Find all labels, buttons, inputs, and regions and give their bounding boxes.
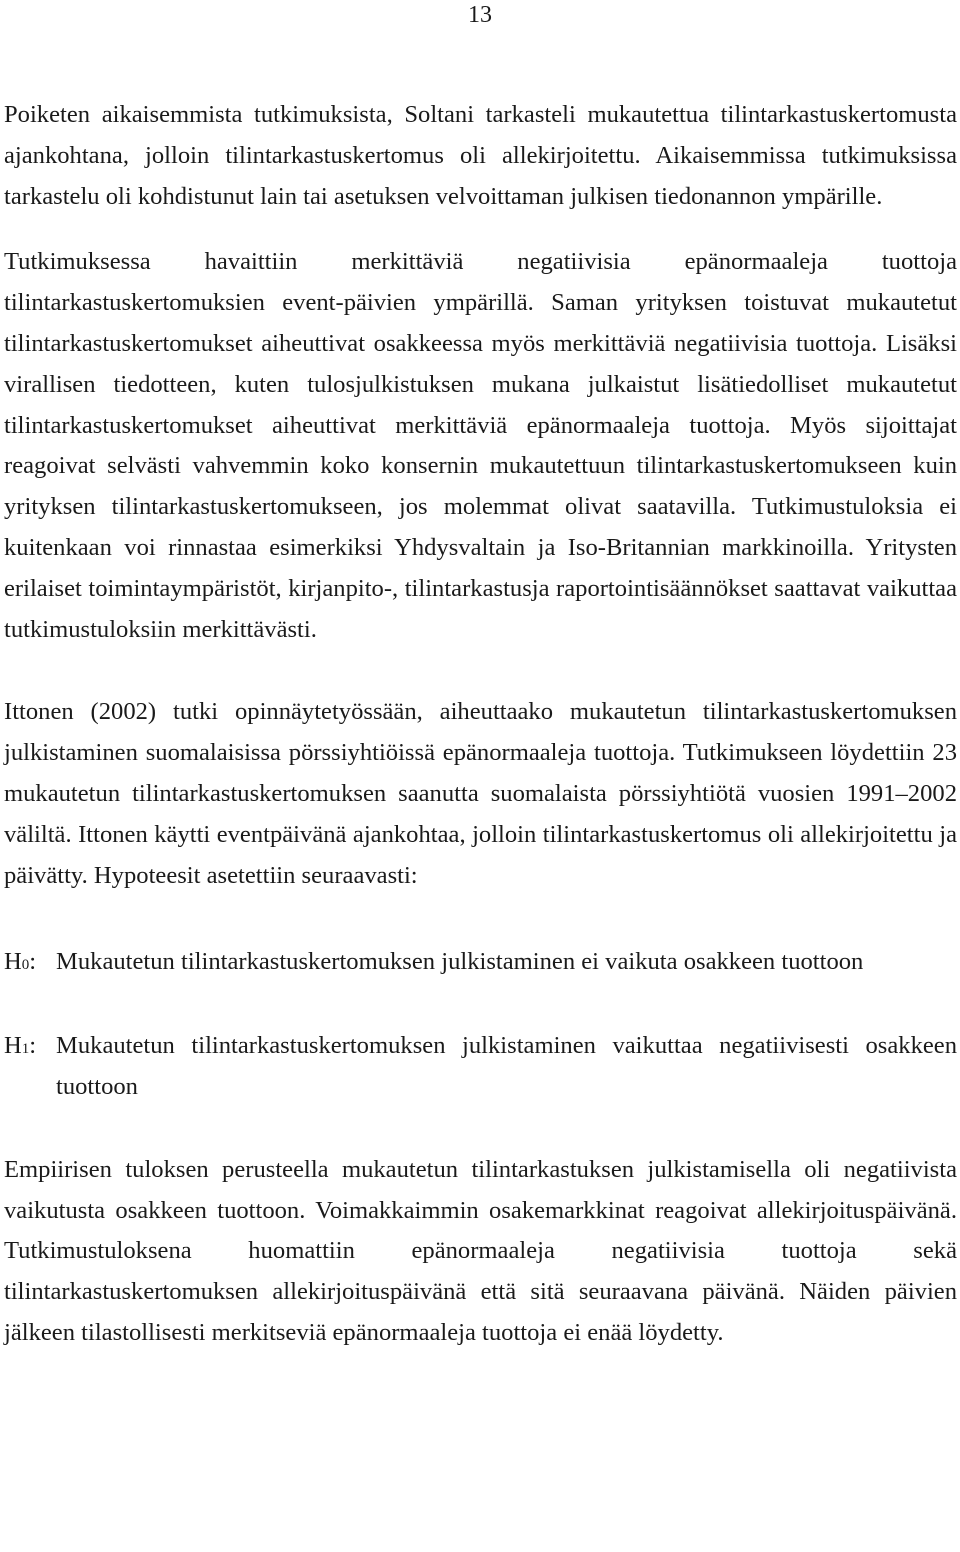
document-body — [4, 95, 957, 1354]
hypothesis-text: Mukautetun tilintarkastuskertomuksen julkistaminen vaikuttaa negatiivisesti osakkeen tuottoon — [56, 1032, 957, 1100]
hypothesis-label: H1: — [4, 1032, 37, 1060]
hypothesis-h0 — [4, 942, 957, 986]
hypothesis-label: H0: — [4, 948, 37, 976]
paragraph-ittonen: Ittonen (2002) tutki opinnäytetyössään, aiheuttaako mukautetun tilintarkastuskertomuksen julkistaminen suomalaisissa pörssiyhtiöissä epänormaaleja tuottoja. Tutkimukseen löydettiin 23 mukautetun tilintarkastuskertomuksen saanutta suomalaista pörssiyhtiötä vuosien 1991–2002 väliltä. Ittonen käytti eventpäivänä ajankohtaa, jolloin tilintarkastuskertomus oli allekirjoitettu ja päivätty. Hypoteesit asetettiin seuraavasti: — [4, 698, 957, 889]
paragraph-findings: Tutkimuksessa havaittiin merkittäviä negatiivisia epänormaaleja tuottoja tilintarkastuskertomuksien event-päivien ympärillä. Saman yrityksen toistuvat mukautetut tilintarkastuskertomukset aiheuttivat osakkeessa myös merkittäviä negatiivisia tuottoja. Lisäksi virallisen tiedotteen, kuten tulosjulkistuksen mukana julkaistut lisätiedolliset mukautetut tilintarkastuskertomukset aiheuttivat merkittäviä epänormaaleja tuottoja. Myös sijoittajat reagoivat selvästi vahvemmin koko konsernin mukautettuun tilintarkastuskertomukseen kuin yrityksen tilintarkastuskertomukseen, jos molemmat olivat saatavilla. Tutkimustuloksia ei kuitenkaan voi rinnastaa esimerkiksi Yhdysvaltain ja Iso-Britannian markkinoilla. Yritysten erilaiset toimintaympäristöt, kirjanpito-, tilintarkastusja raportointisäännökset saattavat vaikuttaa tutkimustuloksiin merkittävästi. — [4, 248, 957, 643]
paragraph-conclusion: Empiirisen tuloksen perusteella mukautetun tilintarkastuksen julkistamisella oli negatiivista vaikutusta osakkeen tuottoon. Voimakkaimmin osakemarkkinat reagoivat allekirjoituspäivänä. Tutkimustuloksena huomattiin epänormaaleja negatiivisia tuottoja sekä tilintarkastuskertomuksen allekirjoituspäivänä että sitä seuraavana päivänä. Näiden päivien jälkeen tilastollisesti merkitseviä epänormaaleja tuottoja ei enää löydetty. — [4, 1155, 957, 1346]
hypothesis-text: Mukautetun tilintarkastuskertomuksen julkistaminen ei vaikuta osakkeen tuottoon — [56, 948, 864, 976]
paragraph-soltani: Poiketen aikaisemmista tutkimuksista, Soltani tarkasteli mukautettua tilintarkastuskertomusta ajankohtana, jolloin tilintarkastuskertomus oli allekirjoitettu. Aikaisemmissa tutkimuksissa tarkastelu oli kohdistunut lain tai asetuksen velvoittaman julkisen tiedonannon ympärille. — [4, 101, 957, 210]
page-number: 13 — [468, 2, 492, 28]
hypothesis-h1 — [4, 1026, 957, 1108]
